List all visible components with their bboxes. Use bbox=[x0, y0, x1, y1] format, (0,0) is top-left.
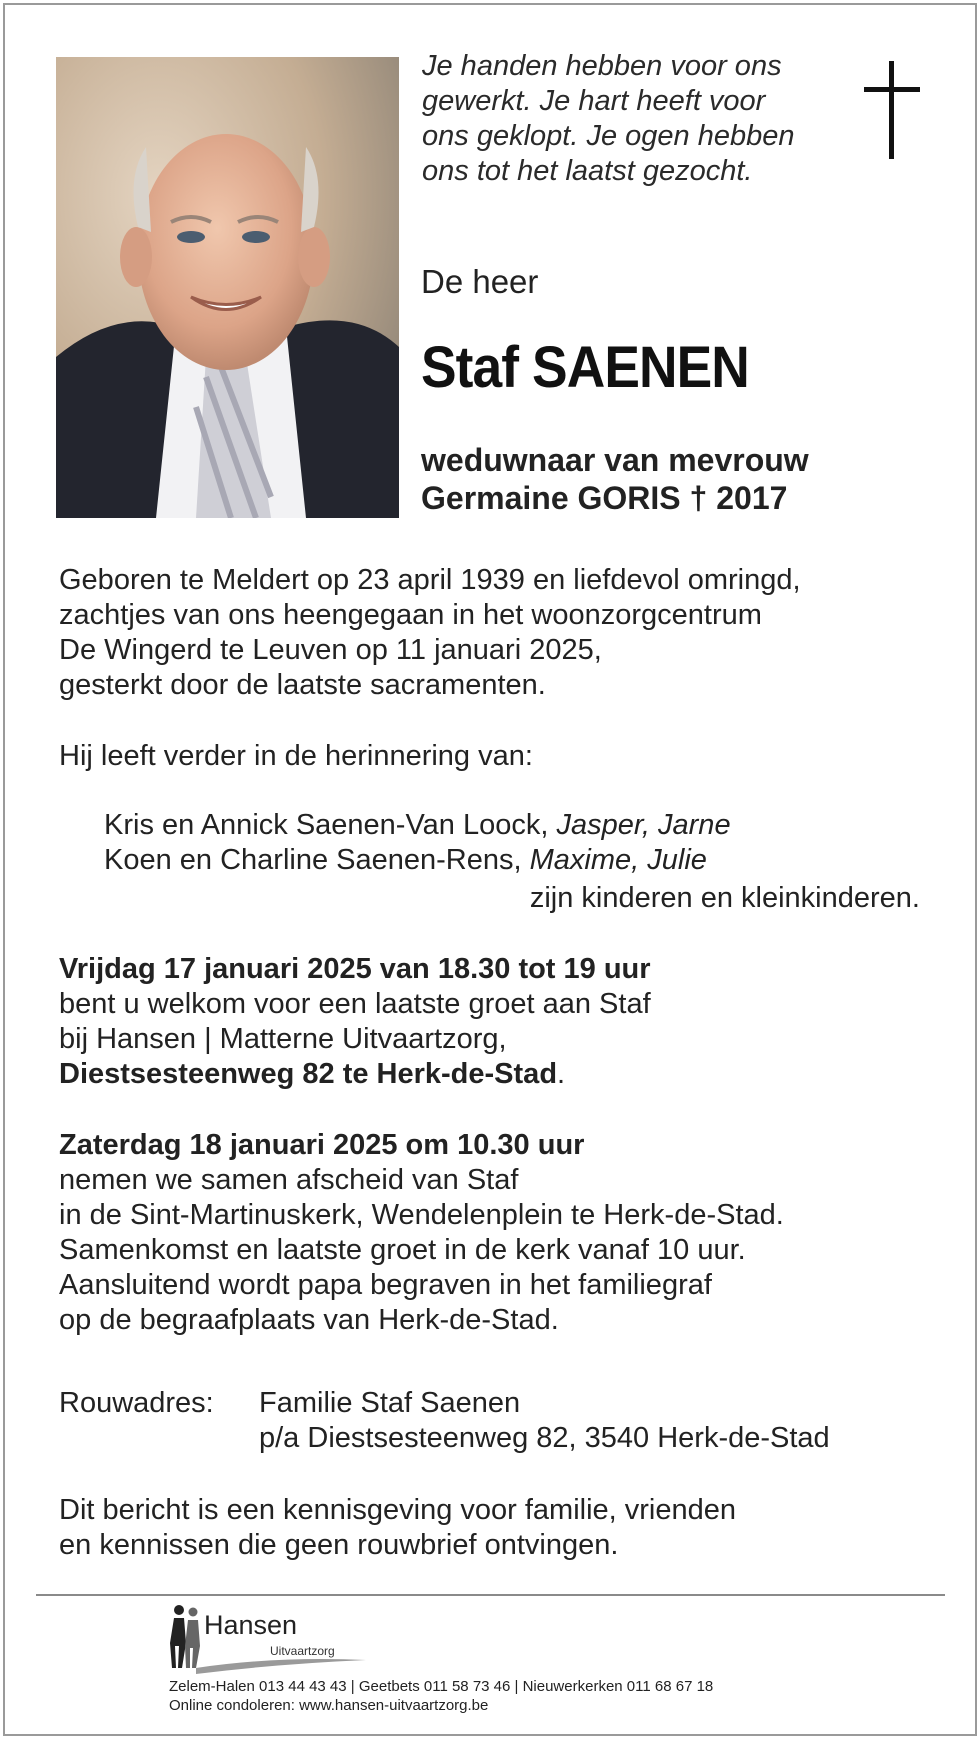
paragraph-line: gesterkt door de laatste sacramenten. bbox=[59, 669, 546, 701]
funeral-heading: Zaterdag 18 januari 2025 om 10.30 uur bbox=[59, 1129, 585, 1161]
cross-icon bbox=[864, 61, 920, 164]
address-line: Familie Staf Saenen bbox=[259, 1387, 521, 1419]
punctuation: . bbox=[557, 1058, 566, 1090]
address-label: Rouwadres: bbox=[59, 1387, 214, 1419]
children-suffix: zijn kinderen en kleinkinderen. bbox=[529, 882, 920, 914]
notice-paragraph bbox=[59, 1493, 736, 1563]
paragraph-line: zachtjes van ons heengegaan in het woonzorgcentrum bbox=[59, 599, 762, 631]
deceased-name: Staf SAENEN bbox=[421, 335, 749, 400]
spouse-line: Germaine GORIS † 2017 bbox=[421, 480, 788, 516]
list-item bbox=[104, 808, 731, 843]
funeral-paragraph bbox=[59, 1128, 784, 1338]
quote-line: ons tot het laatst gezocht. bbox=[422, 155, 753, 187]
spouse-line: weduwnaar van mevrouw bbox=[421, 442, 809, 478]
list-item bbox=[104, 843, 731, 878]
online-condolences: Online condoleren: www.hansen-uitvaartzorg.be bbox=[169, 1697, 489, 1714]
child-parents: Koen en Charline Saenen-Rens, bbox=[104, 844, 522, 876]
quote-line: gewerkt. Je hart heeft voor bbox=[422, 85, 766, 117]
visitation-heading: Vrijdag 17 januari 2025 van 18.30 tot 19 uur bbox=[59, 953, 651, 985]
paragraph-line: Geboren te Meldert op 23 april 1939 en liefdevol omringd, bbox=[59, 564, 801, 596]
paragraph-line: op de begraafplaats van Herk-de-Stad. bbox=[59, 1304, 559, 1336]
paragraph-line: De Wingerd te Leuven op 11 januari 2025, bbox=[59, 634, 602, 666]
paragraph-line: Dit bericht is een kennisgeving voor familie, vrienden bbox=[59, 1494, 737, 1526]
quote-line: Je handen hebben voor ons bbox=[422, 50, 782, 82]
paragraph-line: Samenkomst en laatste groet in de kerk vanaf 10 uur. bbox=[59, 1234, 746, 1266]
quote-line: ons geklopt. Je ogen hebben bbox=[422, 120, 795, 152]
logo-name: Hansen bbox=[204, 1610, 298, 1640]
paragraph-line: Aansluitend wordt papa begraven in het familiegraf bbox=[59, 1269, 712, 1301]
children-list bbox=[104, 808, 731, 878]
footer-divider bbox=[36, 1594, 945, 1596]
memorial-quote bbox=[422, 49, 822, 189]
grandchildren: Maxime, Julie bbox=[529, 844, 707, 876]
phone-numbers: Zelem-Halen 013 44 43 43 | Geetbets 011 58 73 46 | Nieuwerkerken 011 68 67 18 bbox=[169, 1678, 714, 1695]
visitation-address: Diestsesteenweg 82 te Herk-de-Stad bbox=[59, 1058, 558, 1090]
paragraph-line: en kennissen die geen rouwbrief ontvingen. bbox=[59, 1529, 619, 1561]
spouse-info bbox=[421, 441, 809, 517]
paragraph-line: in de Sint-Martinuskerk, Wendelenplein te Herk-de-Stad. bbox=[59, 1199, 784, 1231]
logo-subtitle: Uitvaartzorg bbox=[270, 1644, 335, 1658]
visitation-paragraph bbox=[59, 952, 651, 1092]
child-parents: Kris en Annick Saenen-Van Loock, bbox=[104, 809, 549, 841]
remembrance-intro: Hij leeft verder in de herinnering van: bbox=[59, 740, 533, 772]
paragraph-line: nemen we samen afscheid van Staf bbox=[59, 1164, 519, 1196]
paragraph-line bbox=[59, 1057, 651, 1092]
portrait-photo bbox=[56, 57, 399, 518]
birth-death-paragraph bbox=[59, 563, 801, 703]
footer-contact bbox=[169, 1677, 713, 1715]
grandchildren: Jasper, Jarne bbox=[556, 809, 731, 841]
funeral-home-logo bbox=[166, 1598, 386, 1678]
paragraph-line: bij Hansen | Matterne Uitvaartzorg, bbox=[59, 1023, 507, 1055]
paragraph-line: bent u welkom voor een laatste groet aan Staf bbox=[59, 988, 651, 1020]
address-line: p/a Diestsesteenweg 82, 3540 Herk-de-Stad bbox=[259, 1422, 830, 1454]
honorific: De heer bbox=[421, 263, 539, 300]
